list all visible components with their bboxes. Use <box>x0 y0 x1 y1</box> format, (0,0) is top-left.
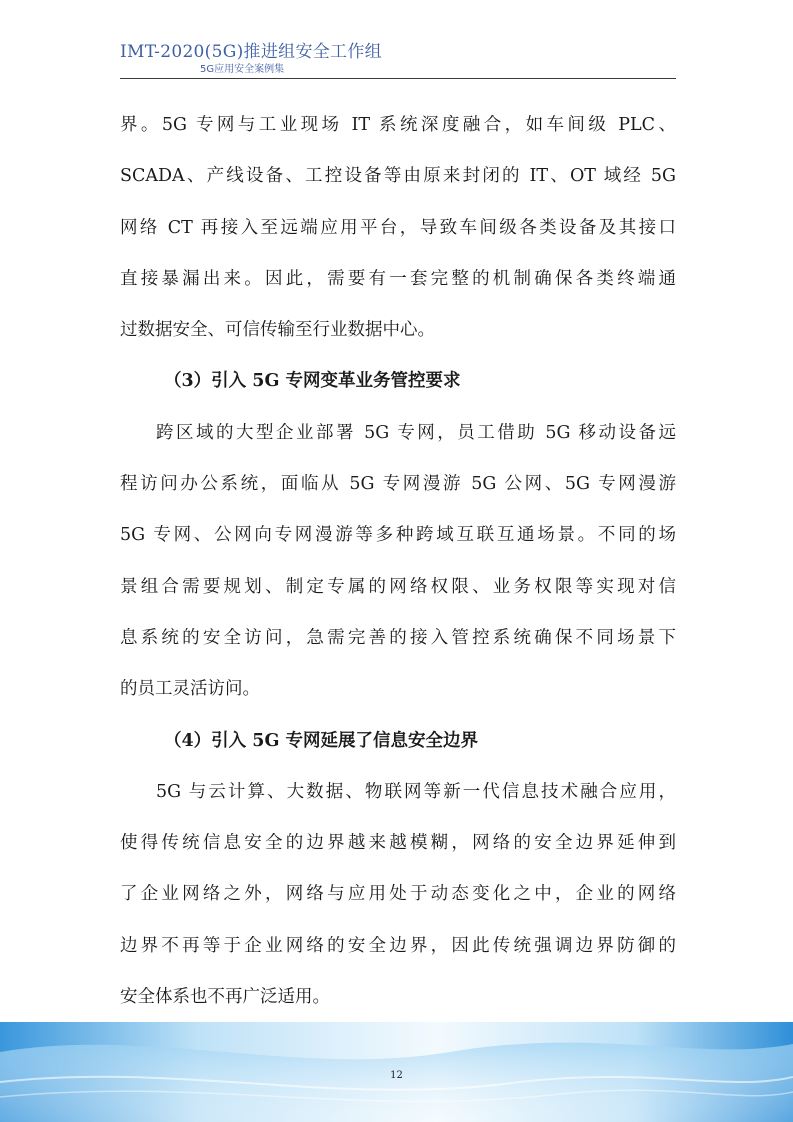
para3-line: 使得传统信息安全的边界越来越模糊，网络的安全边界延伸到 <box>120 833 676 854</box>
para2-line: 5G 专网、公网向专网漫游等多种跨域互联互通场景。不同的场 <box>120 525 676 546</box>
section-heading-3: （3）引入 5G 专网变革业务管控要求 <box>164 371 461 392</box>
para3-line: 安全体系也不再广泛适用。 <box>120 987 330 1008</box>
para1-line: 界。5G 专网与工业现场 IT 系统深度融合，如车间级 PLC、 <box>120 115 676 135</box>
page-header <box>120 40 676 75</box>
para1-line: 直接暴漏出来。因此，需要有一套完整的机制确保各类终端通 <box>120 268 676 289</box>
para3-line: 边界不再等于企业网络的安全边界，因此传统强调边界防御的 <box>120 935 676 956</box>
para3-line: 了企业网络之外，网络与应用处于动态变化之中，企业的网络 <box>120 884 676 905</box>
para2-line: 跨区域的大型企业部署 5G 专网，员工借助 5G 移动设备远 <box>156 422 676 443</box>
page-number: 12 <box>390 1070 403 1081</box>
header-rule <box>120 78 676 79</box>
para2-line: 息系统的安全访问，急需完善的接入管控系统确保不同场景下 <box>120 627 676 648</box>
section-heading-4: （4）引入 5G 专网延展了信息安全边界 <box>164 730 478 751</box>
para1-line: 网络 CT 再接入至远端应用平台，导致车间级各类设备及其接口 <box>120 217 676 238</box>
para2-line: 的员工灵活访问。 <box>120 679 260 700</box>
header-title: IMT-2020(5G)推进组安全工作组 <box>120 42 382 62</box>
para1-line: 过数据安全、可信传输至行业数据中心。 <box>120 320 435 341</box>
header-subtitle: 5G应用安全案例集 <box>200 64 285 75</box>
para1-line: SCADA、产线设备、工控设备等由原来封闭的 IT、OT 域经 5G <box>120 166 676 187</box>
para2-line: 程访问办公系统，面临从 5G 专网漫游 5G 公网、5G 专网漫游 <box>120 474 676 495</box>
body-text <box>120 100 676 1023</box>
para2-line: 景组合需要规划、制定专属的网络权限、业务权限等实现对信 <box>120 576 676 597</box>
para3-line: 5G 与云计算、大数据、物联网等新一代信息技术融合应用， <box>156 781 676 802</box>
